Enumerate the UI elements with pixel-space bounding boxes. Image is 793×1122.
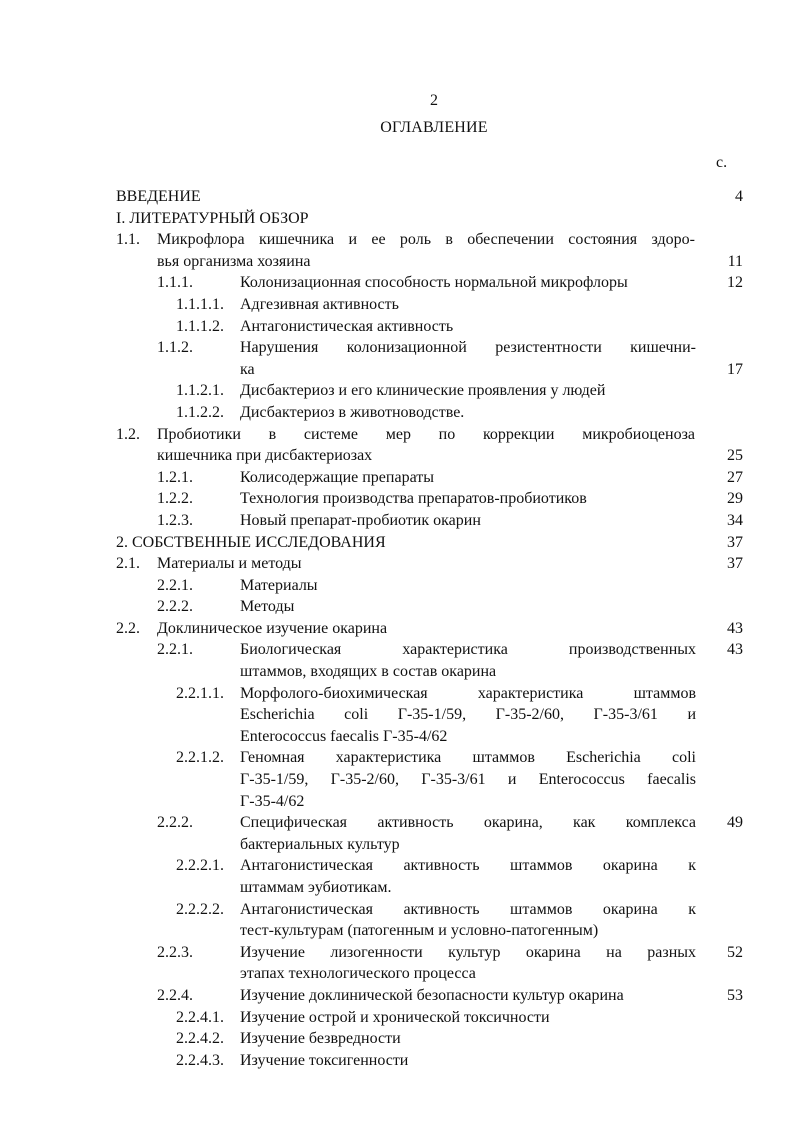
toc-entry-title-line: Г-35-1/59, Г-35-2/60, Г-35-3/61 и Enterococcus faecalis xyxy=(240,771,696,789)
toc-entry-title-line: Адгезивная активность xyxy=(240,295,399,313)
toc-entry-page: 4 xyxy=(735,188,743,205)
toc-entry-number: 2.2.2.1. xyxy=(176,857,224,875)
toc-entry xyxy=(0,618,793,640)
toc-entry-title-line: Г-35-4/62 xyxy=(240,792,305,810)
toc-entry-title-line: I. ЛИТЕРАТУРНЫЙ ОБЗОР xyxy=(116,209,309,227)
toc-entry xyxy=(0,402,793,424)
toc-entry-number: 1.2.2. xyxy=(157,490,193,508)
toc-entry-page: 34 xyxy=(727,511,743,529)
toc-entry-number: 1.1. xyxy=(116,231,140,249)
toc-entry-title-line: Антагонистическая активность штаммов окарина к xyxy=(240,857,696,875)
toc-entry-number: 1.2. xyxy=(116,425,140,443)
toc-entry-title-line: вья организма хозяина xyxy=(157,252,311,270)
toc-entry xyxy=(0,229,793,272)
toc-entry xyxy=(0,488,793,510)
toc-entry-title-line: Материалы xyxy=(240,576,318,594)
toc-entry-title-line: этапах технологического процесса xyxy=(240,965,476,983)
toc-entry xyxy=(0,553,793,575)
toc-entry xyxy=(0,639,793,682)
toc-entry-title-line: бактериальных культур xyxy=(240,835,400,853)
toc-entry-page: 49 xyxy=(727,814,743,832)
toc-entry-title-line: Доклиническое изучение окарина xyxy=(157,619,388,637)
page-number: 2 xyxy=(430,92,438,109)
toc-entry xyxy=(0,337,793,380)
toc-entry-number: 1.1.2. xyxy=(157,339,193,357)
toc-entry xyxy=(0,596,793,618)
toc-entry-page: 52 xyxy=(727,943,743,961)
toc-entry-title-line: 2. СОБСТВЕННЫЕ ИССЛЕДОВАНИЯ xyxy=(116,533,386,551)
toc-entry-title-line: Escherichia coli Г-35-1/59, Г-35-2/60, Г-35-3/61 и xyxy=(240,706,696,724)
toc-entry-number: 2.2.4.3. xyxy=(176,1051,224,1069)
toc-entry-number: 2.2.2.2. xyxy=(176,900,224,918)
toc-entry xyxy=(0,208,793,230)
toc-entry xyxy=(0,985,793,1007)
toc-entry-page: 37 xyxy=(727,555,743,573)
toc-entry-title-line: Морфолого-биохимическая характеристика штаммов xyxy=(240,684,696,702)
page-title: ОГЛАВЛЕНИЕ xyxy=(380,119,488,136)
table-of-contents xyxy=(0,186,793,1071)
toc-entry-title-line: Дисбактериоз и его клинические проявления у людей xyxy=(240,382,606,400)
toc-entry-page: 11 xyxy=(727,252,743,270)
toc-entry-title-line: штаммов, входящих в состав окарина xyxy=(240,663,497,681)
toc-entry-page: 29 xyxy=(727,490,743,508)
toc-entry xyxy=(0,855,793,898)
toc-entry xyxy=(0,942,793,985)
toc-entry-title-line: Антагонистическая активность xyxy=(240,317,454,335)
toc-entry xyxy=(0,424,793,467)
toc-entry xyxy=(0,899,793,942)
toc-entry-title-line: Изучение доклинической безопасности культур окарина xyxy=(240,986,624,1004)
toc-entry-title-line: Пробиотики в системе мер по коррекции микробиоценоза xyxy=(157,425,695,443)
toc-entry xyxy=(0,316,793,338)
toc-entry-page: 37 xyxy=(727,533,743,551)
toc-entry-number: 1.1.1.1. xyxy=(176,295,224,313)
toc-entry-title-line: Изучение токсигенности xyxy=(240,1051,409,1069)
toc-entry-title-line: Enterococcus faecalis Г-35-4/62 xyxy=(240,727,448,745)
toc-entry-title-line: ВВЕДЕНИЕ xyxy=(116,188,201,205)
toc-entry-number: 1.1.1. xyxy=(157,274,193,292)
toc-entry-number: 1.1.1.2. xyxy=(176,317,224,335)
toc-entry-page: 12 xyxy=(727,274,743,292)
toc-entry-title-line: кишечника при дисбактериозах xyxy=(157,447,373,465)
toc-entry-number: 2.2.1. xyxy=(157,641,193,659)
toc-entry-title-line: Специфическая активность окарина, как комплекса xyxy=(240,814,696,832)
toc-entry-title-line: Геномная характеристика штаммов Escherichia coli xyxy=(240,749,696,767)
toc-entry-number: 2.2. xyxy=(116,619,140,637)
toc-entry-title-line: Нарушения колонизационной резистентности кишечни- xyxy=(240,339,696,357)
toc-entry-title-line: Антагонистическая активность штаммов окарина к xyxy=(240,900,696,918)
toc-entry xyxy=(0,1028,793,1050)
toc-entry xyxy=(0,380,793,402)
toc-entry xyxy=(0,186,793,208)
toc-entry-number: 2.2.3. xyxy=(157,943,193,961)
toc-entry-title-line: Новый препарат-пробиотик окарин xyxy=(240,511,481,529)
toc-entry-title-line: Колисодержащие препараты xyxy=(240,468,434,486)
toc-entry-title-line: Микрофлора кишечника и ее роль в обеспечении состояния здоро- xyxy=(157,231,695,249)
toc-entry xyxy=(0,575,793,597)
toc-entry-page: 43 xyxy=(727,641,743,659)
toc-entry-number: 2.2.2. xyxy=(157,814,193,832)
toc-entry-page: 53 xyxy=(727,986,743,1004)
toc-entry-number: 1.2.3. xyxy=(157,511,193,529)
toc-entry-title-line: Методы xyxy=(240,598,295,616)
toc-entry-title-line: тест-культурам (патогенным и условно-патогенным) xyxy=(240,922,599,940)
toc-entry-title-line: Технология производства препаратов-пробиотиков xyxy=(240,490,587,508)
toc-entry-number: 2.2.1.2. xyxy=(176,749,224,767)
toc-entry-number: 2.2.1.1. xyxy=(176,684,224,702)
toc-entry-number: 2.2.4. xyxy=(157,986,193,1004)
toc-entry xyxy=(0,510,793,532)
toc-entry xyxy=(0,1007,793,1029)
toc-entry-page: 25 xyxy=(727,447,743,465)
toc-entry xyxy=(0,812,793,855)
toc-entry xyxy=(0,467,793,489)
toc-entry-title-line: Материалы и методы xyxy=(157,555,302,573)
toc-entry-number: 1.1.2.1. xyxy=(176,382,224,400)
toc-entry-title-line: Изучение безвредности xyxy=(240,1030,401,1048)
page-column-label: с. xyxy=(716,154,728,171)
toc-entry-number: 2.2.4.2. xyxy=(176,1030,224,1048)
toc-entry-number: 2.2.1. xyxy=(157,576,193,594)
toc-entry xyxy=(0,1050,793,1072)
toc-entry-number: 1.2.1. xyxy=(157,468,193,486)
toc-entry-page: 27 xyxy=(727,468,743,486)
toc-entry-title-line: штаммам эубиотикам. xyxy=(240,879,392,896)
toc-entry-title-line: Изучение острой и хронической токсичности xyxy=(240,1008,550,1026)
toc-entry-number: 2.2.2. xyxy=(157,598,193,616)
toc-entry xyxy=(0,294,793,316)
toc-entry-page: 17 xyxy=(727,360,743,378)
toc-entry xyxy=(0,747,793,812)
toc-entry xyxy=(0,532,793,554)
toc-entry-number: 2.1. xyxy=(116,555,140,573)
toc-entry xyxy=(0,272,793,294)
toc-entry-title-line: Колонизационная способность нормальной микрофлоры xyxy=(240,274,628,292)
toc-entry-title-line: Изучение лизогенности культур окарина на разных xyxy=(240,943,696,961)
toc-entry-page: 43 xyxy=(727,619,743,637)
toc-entry-title-line: ка xyxy=(240,360,255,378)
toc-entry xyxy=(0,683,793,748)
toc-entry-title-line: Биологическая характеристика производственных xyxy=(240,641,696,659)
toc-entry-number: 2.2.4.1. xyxy=(176,1008,224,1026)
toc-entry-title-line: Дисбактериоз в животноводстве. xyxy=(240,403,465,421)
toc-entry-number: 1.1.2.2. xyxy=(176,403,224,421)
